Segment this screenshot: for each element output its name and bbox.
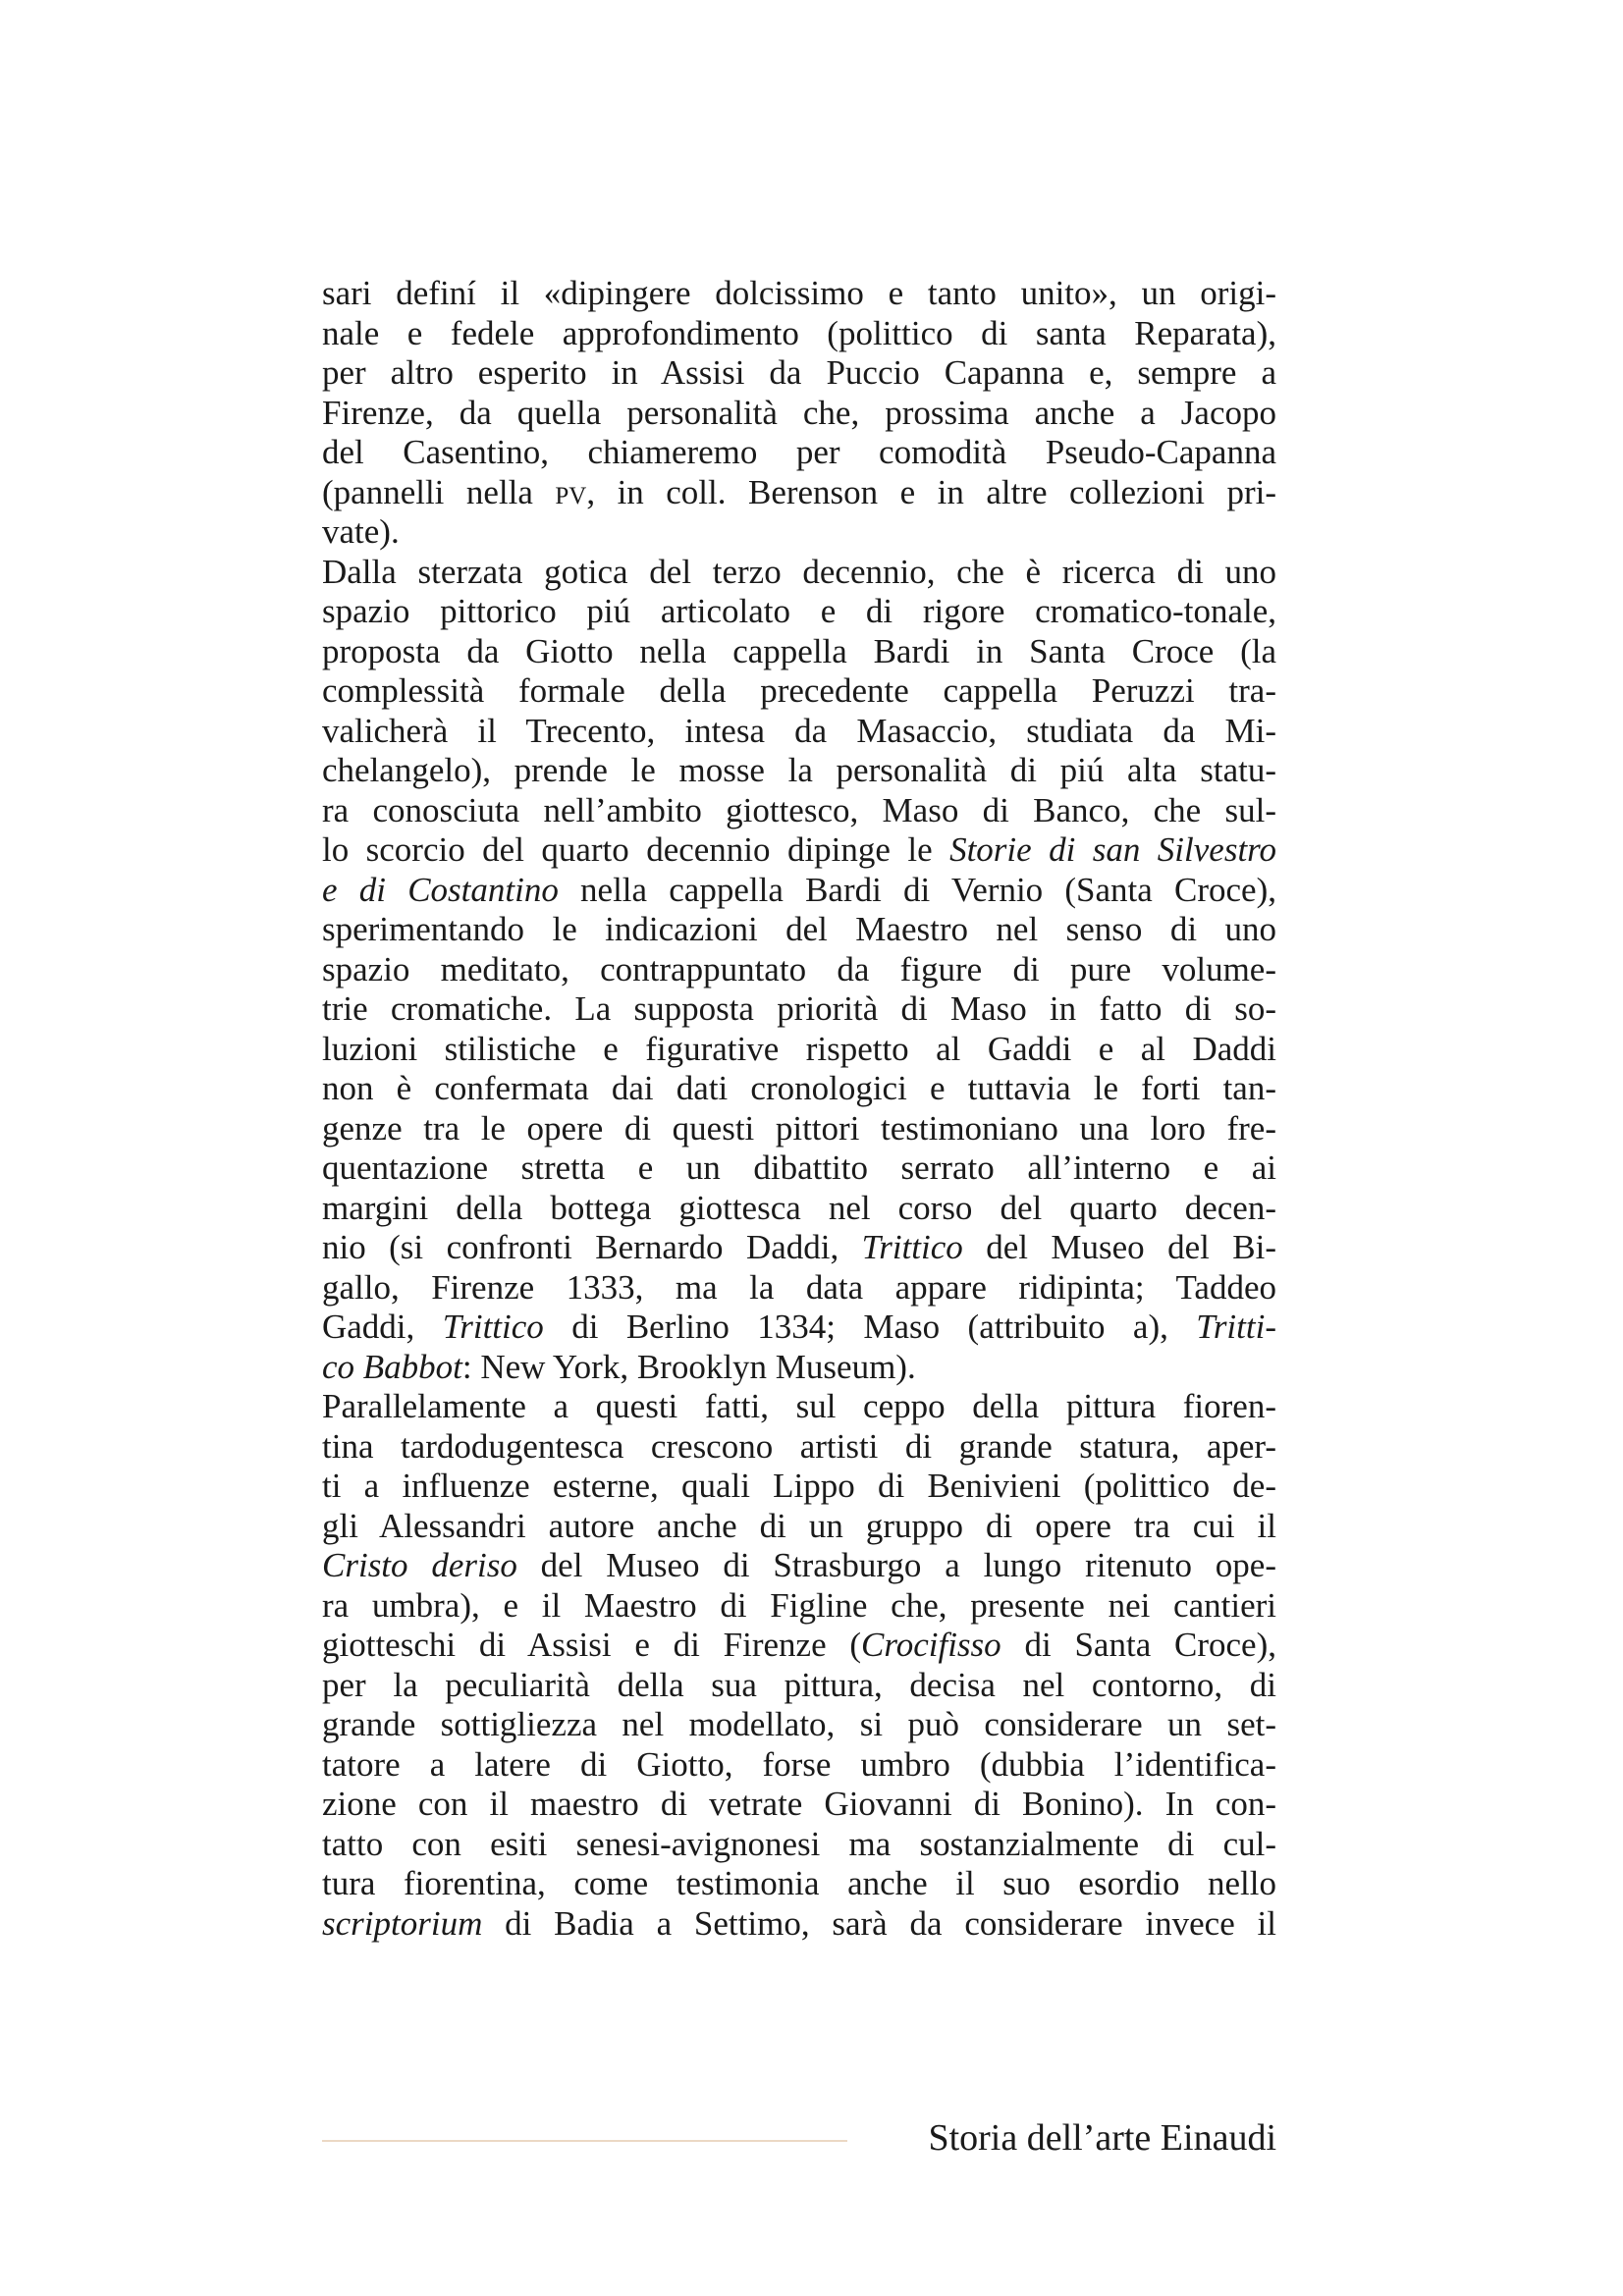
text-run: tatto con esiti senesi-avignonesi ma sostanzialmente di cul- [322,1824,1276,1863]
text-run: ti a influenze esterne, quali Lippo di Benivieni (polittico de- [322,1467,1276,1505]
text-run: Parallelamente a questi fatti, sul ceppo della pittura fioren- [322,1387,1276,1425]
text-line [322,1586,1276,1627]
text-run: genze tra le opere di questi pittori testimoniano una loro fre- [322,1108,1276,1148]
text-line [322,1268,1276,1308]
text-line [322,314,1276,354]
text-line [322,1785,1276,1825]
text-run: Firenze, da quella personalità che, prossima anche a Jacopo [322,393,1276,432]
footer-title: Storia dell’arte Einaudi [928,2117,1276,2159]
text-run: vate). [322,512,400,551]
text-run: chelangelo), prende le mosse la personalità di piú alta statu- [322,751,1276,789]
text-line [322,1427,1276,1468]
text-line [322,512,1276,553]
text-line [322,1308,1276,1348]
text-run: gallo, Firenze 1333, ma la data appare ridipinta; Taddeo [322,1267,1276,1307]
text-run: complessità formale della precedente cappella Peruzzi tra- [322,671,1276,710]
text-line [322,989,1276,1030]
text-run: proposta da Giotto nella cappella Bardi in Santa Croce (la [322,631,1276,670]
text-line [322,1745,1276,1786]
text-line [322,632,1276,672]
text-line [322,1348,1276,1388]
text-line [322,1546,1276,1586]
text-run: nale e fedele approfondimento (polittico di santa Reparata), [322,313,1276,352]
text-line [322,1626,1276,1666]
text-run: Dalla sterzata gotica del terzo decennio, che è ricerca di uno [322,552,1276,591]
text-line [322,433,1276,473]
text-run: giotteschi di Assisi e di Firenze ( [322,1626,862,1664]
text-run: spazio pittorico piú articolato e di rigore cromatico-tonale, [322,592,1276,630]
text-run: non è confermata dai dati cronologici e tuttavia le forti tan- [322,1069,1276,1107]
text-run: lo scorcio del quarto decennio dipinge le [322,830,950,869]
text-run: , in coll. Berenson e in altre collezioni pri- [586,472,1276,511]
italic-text: Tritti- [1196,1308,1276,1346]
text-line [322,553,1276,593]
italic-text: Trittico [442,1308,544,1346]
text-run: del Museo del Bi- [962,1228,1276,1266]
text-line [322,871,1276,911]
text-line [322,1507,1276,1547]
text-run: ra umbra), e il Maestro di Figline che, presente nei cantieri [322,1585,1276,1625]
text-run: del Casentino, chiameremo per comodità Pseudo-Capanna [322,433,1276,471]
text-run: zione con il maestro di vetrate Giovanni di Bonino). In con- [322,1785,1276,1823]
text-run: nella cappella Bardi di Vernio (Santa Croce), [558,870,1276,909]
text-line [322,1467,1276,1507]
text-line [322,1387,1276,1427]
text-run: grande sottigliezza nel modellato, si può considerare un set- [322,1705,1276,1743]
italic-text: Cristo deriso [322,1546,517,1584]
text-run: luzioni stilistiche e figurative rispetto al Gaddi e al Daddi [322,1029,1276,1068]
text-line [322,671,1276,712]
text-line [322,751,1276,791]
body-text [322,274,1276,1944]
text-line [322,592,1276,632]
text-line [322,910,1276,950]
text-run: valicherà il Trecento, intesa da Masaccio, studiata da Mi- [322,711,1276,750]
text-run: di Berlino 1334; Maso (attribuito a), [543,1308,1197,1346]
text-run: del Museo di Strasburgo a lungo ritenuto ope- [516,1546,1276,1584]
text-run: margini della bottega giottesca nel corso del quarto decen- [322,1188,1276,1227]
text-line [322,1666,1276,1706]
text-run: di Santa Croce), [1001,1626,1276,1664]
text-run: per altro esperito in Assisi da Puccio Capanna e, sempre a [322,353,1276,392]
text-line [322,1069,1276,1109]
text-line [322,353,1276,394]
text-run: gli Alessandri autore anche di un gruppo di opere tra cui il [322,1506,1276,1545]
text-line [322,1189,1276,1229]
text-run: (pannelli nella [322,472,556,511]
text-line [322,830,1276,871]
text-line [322,712,1276,752]
text-run: tatore a latere di Giotto, forse umbro (dubbia l’identifica- [322,1744,1276,1784]
text-run: Gaddi, [322,1308,443,1346]
italic-text: Storie di san Silvestro [949,830,1276,869]
italic-text: co Babbot [322,1347,462,1386]
text-line [322,1825,1276,1865]
italic-text: Crocifisso [861,1626,1001,1664]
italic-text: scriptorium [322,1903,483,1943]
text-line [322,473,1276,513]
text-line [322,394,1276,434]
italic-text: e di Costantino [322,870,559,909]
text-line [322,1864,1276,1904]
text-run: trie cromatiche. La supposta priorità di Maso in fatto di so- [322,989,1276,1028]
text-run: : New York, Brooklyn Museum). [461,1347,916,1386]
text-line [322,1705,1276,1745]
text-line [322,950,1276,990]
text-run: tina tardodugentesca crescono artisti di grande statura, aper- [322,1426,1276,1466]
text-line [322,791,1276,831]
text-run: tura fiorentina, come testimonia anche il suo esordio nello [322,1864,1276,1902]
text-run: spazio meditato, contrappuntato da figure di pure volume- [322,949,1276,988]
text-run: per la peculiarità della sua pittura, decisa nel contorno, di [322,1665,1276,1704]
footer-rule [322,2140,847,2142]
text-line [322,1228,1276,1268]
text-run: di Badia a Settimo, sarà da considerare invece il [482,1903,1276,1943]
text-line [322,1030,1276,1070]
italic-text: Trittico [861,1228,963,1266]
text-run: sari definí il «dipingere dolcissimo e tanto unito», un origi- [322,274,1276,312]
text-run: sperimentando le indicazioni del Maestro nel senso di uno [322,910,1276,948]
text-line [322,1904,1276,1945]
text-line [322,1109,1276,1149]
text-line [322,1148,1276,1189]
small-caps-text: pv [555,472,587,511]
text-run: ra conosciuta nell’ambito giottesco, Maso di Banco, che sul- [322,790,1276,829]
text-run: quentazione stretta e un dibattito serrato all’interno e ai [322,1148,1276,1187]
text-run: nio (si confronti Bernardo Daddi, [322,1228,862,1266]
text-line [322,274,1276,314]
